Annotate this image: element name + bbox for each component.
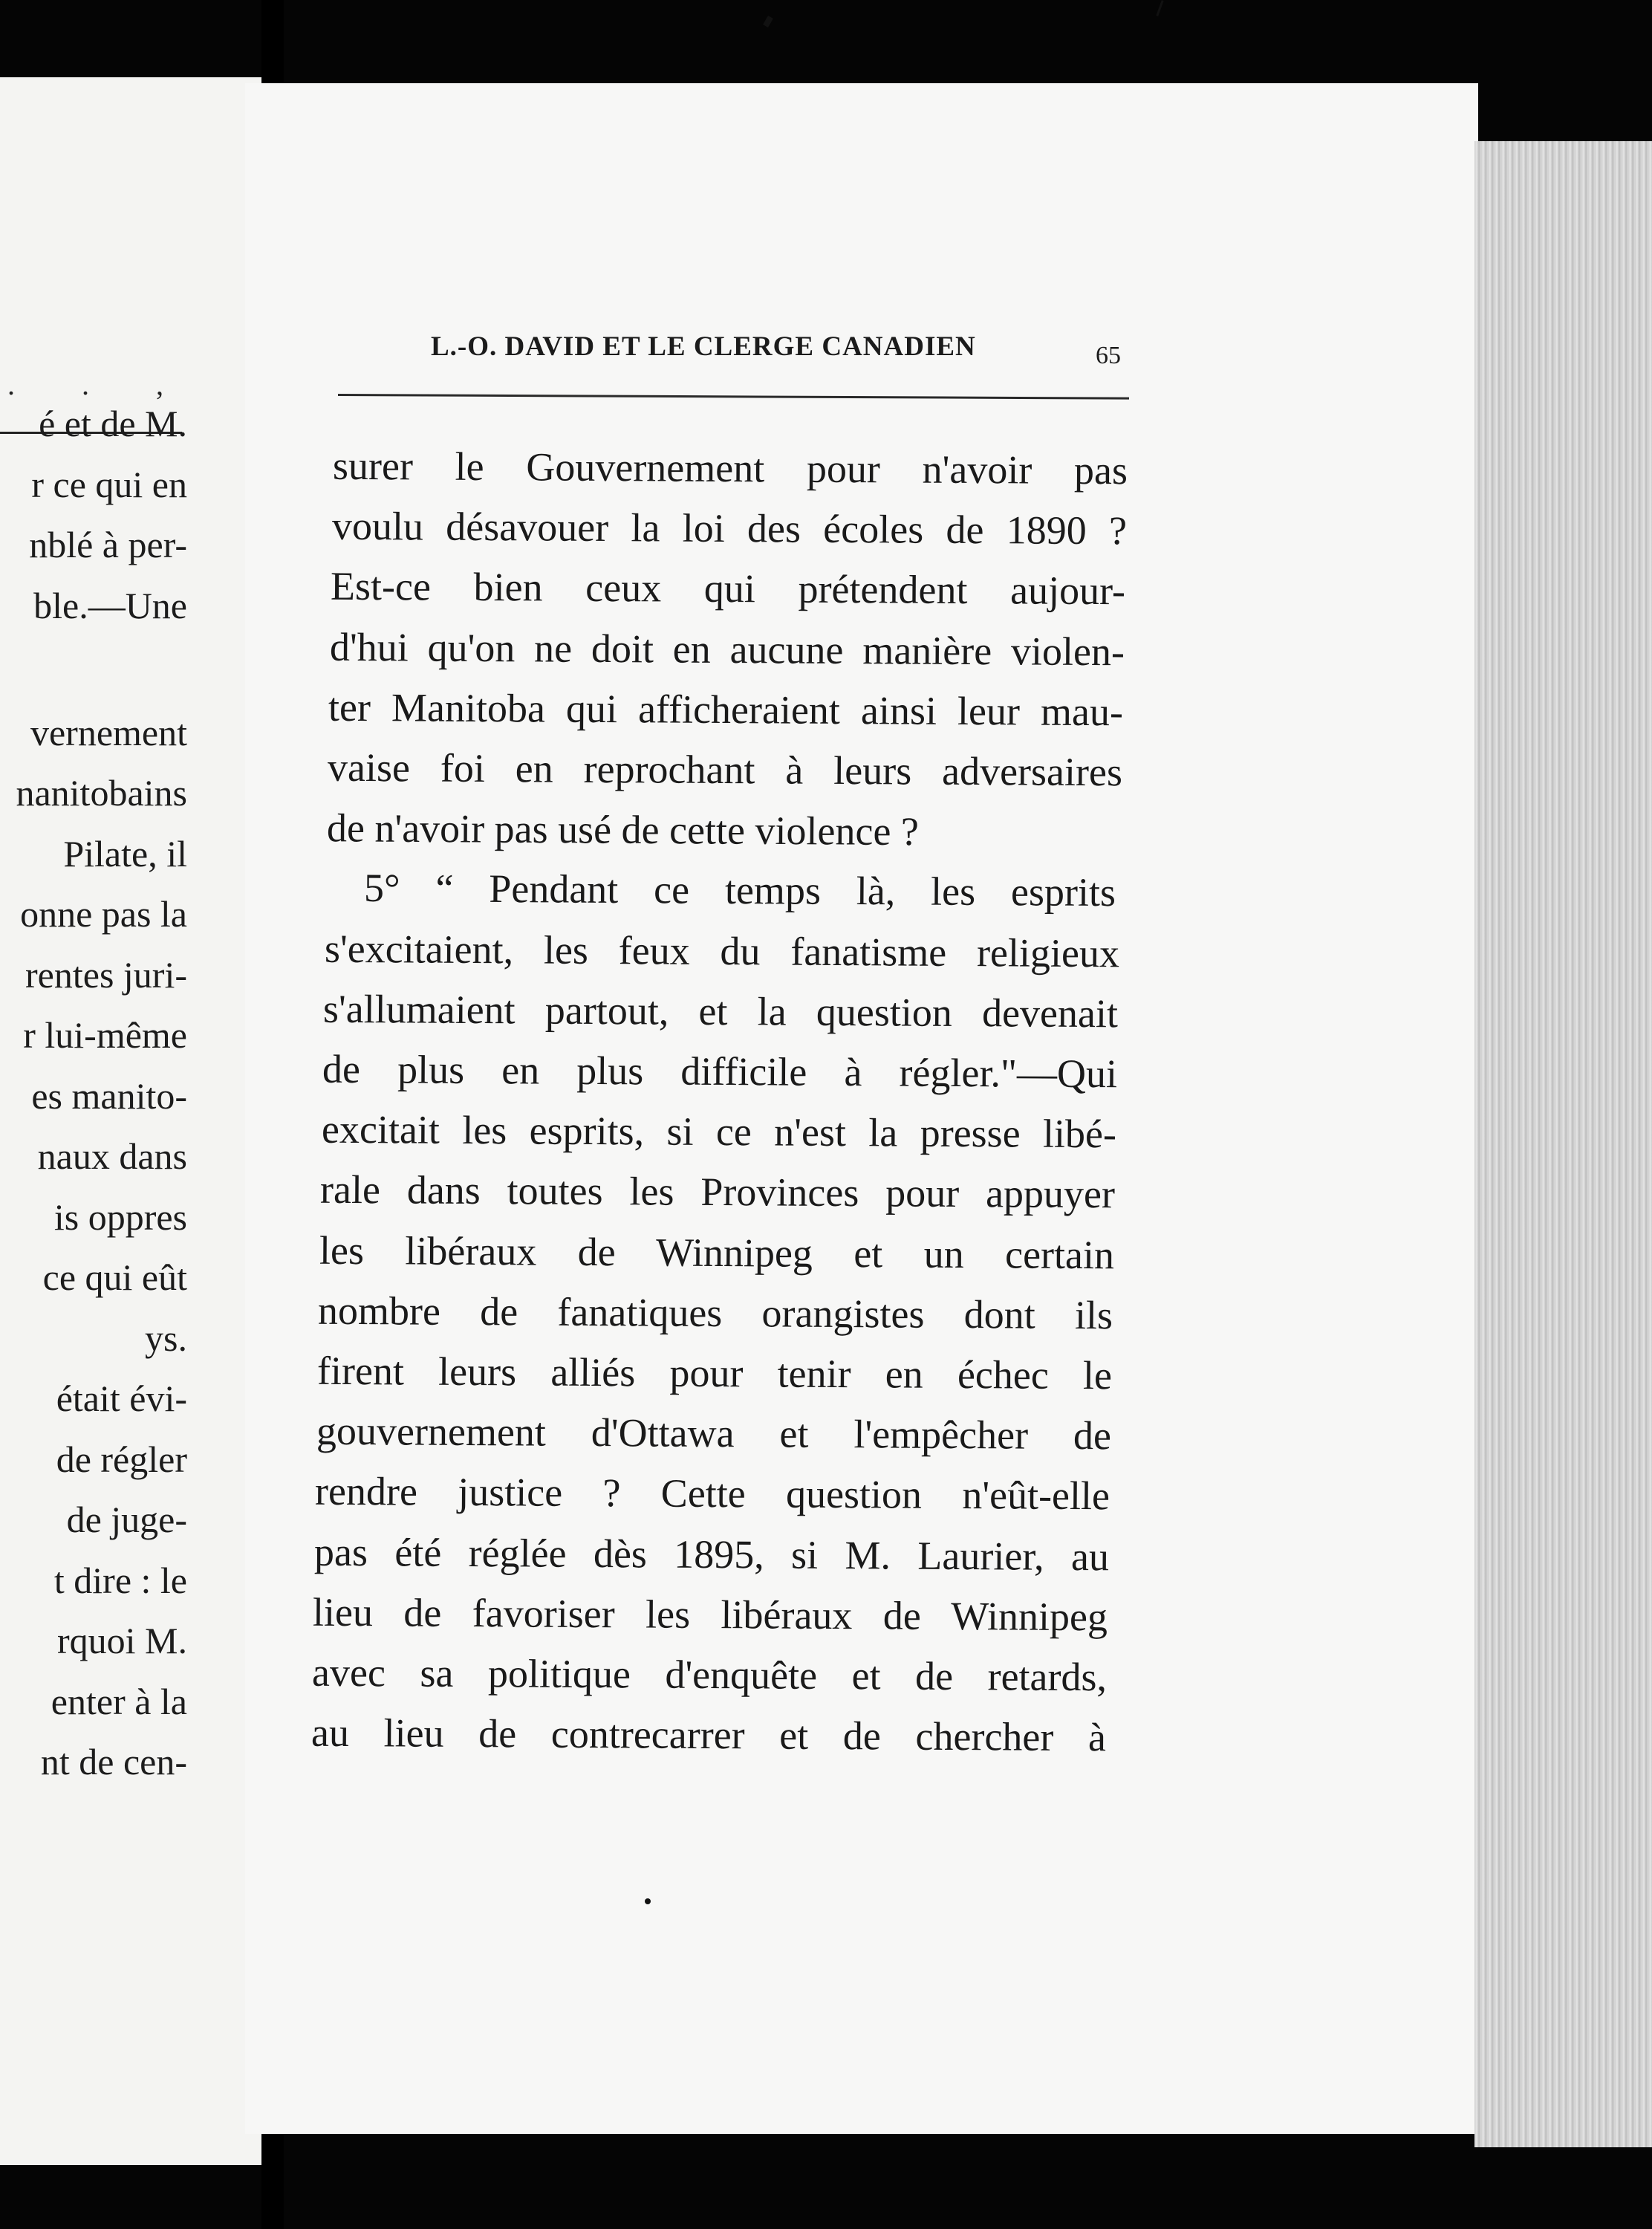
left-page-line: était évi-: [56, 1378, 187, 1419]
body-line: vaise foi en reprochant à leurs adversaires: [327, 744, 1123, 795]
body-line: firent leurs alliés pour tenir en échec le: [316, 1348, 1113, 1398]
body-line: excitait les esprits, si ce n'est la presse libé-: [321, 1106, 1116, 1157]
left-page-line: Pilate, il: [63, 832, 187, 875]
body-line: rale dans toutes les Provinces pour appuyer: [320, 1167, 1116, 1217]
body-line: rendre justice ? Cette question n'eût-elle: [315, 1469, 1110, 1519]
left-page-line: t dire : le: [53, 1559, 187, 1601]
body-line: avec sa politique d'enquête et de retards,: [311, 1649, 1108, 1700]
body-line: lieu de favoriser les libéraux de Winnipeg: [313, 1589, 1108, 1640]
left-page-line: vernement: [30, 711, 187, 753]
left-page-line: de régler: [56, 1438, 187, 1480]
page-speck: [645, 1898, 651, 1904]
body-line: d'hui qu'on ne doit en aucune manière violen-: [329, 624, 1125, 674]
left-page-line: is oppres: [53, 1195, 187, 1238]
left-page-line: nt de cen-: [40, 1741, 187, 1782]
left-page-line: nanitobains: [16, 772, 187, 814]
left-page-header-fragment: . . ,: [7, 368, 193, 401]
body-line: s'excitaient, les feux du fanatisme religieux: [324, 926, 1119, 976]
left-page-line: ce qui eût: [42, 1256, 187, 1298]
left-page-line: naux dans: [37, 1135, 187, 1177]
body-line: pas été réglée dès 1895, si M. Laurier, au: [313, 1529, 1109, 1579]
left-page-line: ys.: [145, 1317, 187, 1359]
left-page-line: rentes juri-: [25, 953, 187, 996]
left-page-line: es manito-: [31, 1074, 187, 1117]
left-page-line: nblé à per-: [29, 524, 187, 565]
body-line: nombre de fanatiques orangistes dont ils: [318, 1288, 1113, 1338]
body-line: surer le Gouvernement pour n'avoir pas: [332, 443, 1128, 493]
body-line: voulu désavouer la loi des écoles de 1890 ?: [331, 503, 1127, 554]
body-line: s'allumaient partout, et la question devenait: [323, 986, 1119, 1036]
page-number: 65: [1096, 342, 1121, 369]
left-page-line: enter à la: [51, 1680, 187, 1722]
body-line: au lieu de contrecarrer et de chercher à: [310, 1710, 1106, 1760]
left-page-line: r lui-même: [23, 1014, 187, 1056]
body-line: 5° “ Pendant ce temps là, les esprits: [363, 866, 1116, 915]
body-line: gouvernement d'Ottawa et l'empêcher de: [316, 1408, 1111, 1459]
body-line: Est-ce bien ceux qui prétendent aujour-: [331, 564, 1126, 614]
body-line: de plus en plus difficile à régler."—Qui: [322, 1046, 1118, 1097]
body-line: les libéraux de Winnipeg et un certain: [319, 1227, 1114, 1277]
left-page-line: ble.—Une: [33, 584, 187, 626]
scan-speck: [1156, 0, 1163, 16]
body-line: ter Manitoba qui afficheraient ainsi leur mau-: [328, 684, 1124, 735]
running-head: L.-O. DAVID ET LE CLERGE CANADIEN: [431, 331, 976, 362]
scan-speck: [763, 16, 773, 27]
left-page-line: de juge-: [66, 1499, 187, 1540]
left-page-line: r ce qui en: [31, 463, 187, 505]
left-page-line: onne pas la: [20, 893, 187, 935]
left-page-line: é et de M.: [39, 403, 187, 444]
page-edges: [1474, 141, 1652, 2147]
left-page-line: rquoi M.: [57, 1620, 187, 1661]
left-facing-page: [0, 77, 261, 2165]
body-line: de n'avoir pas usé de cette violence ?: [326, 805, 919, 854]
